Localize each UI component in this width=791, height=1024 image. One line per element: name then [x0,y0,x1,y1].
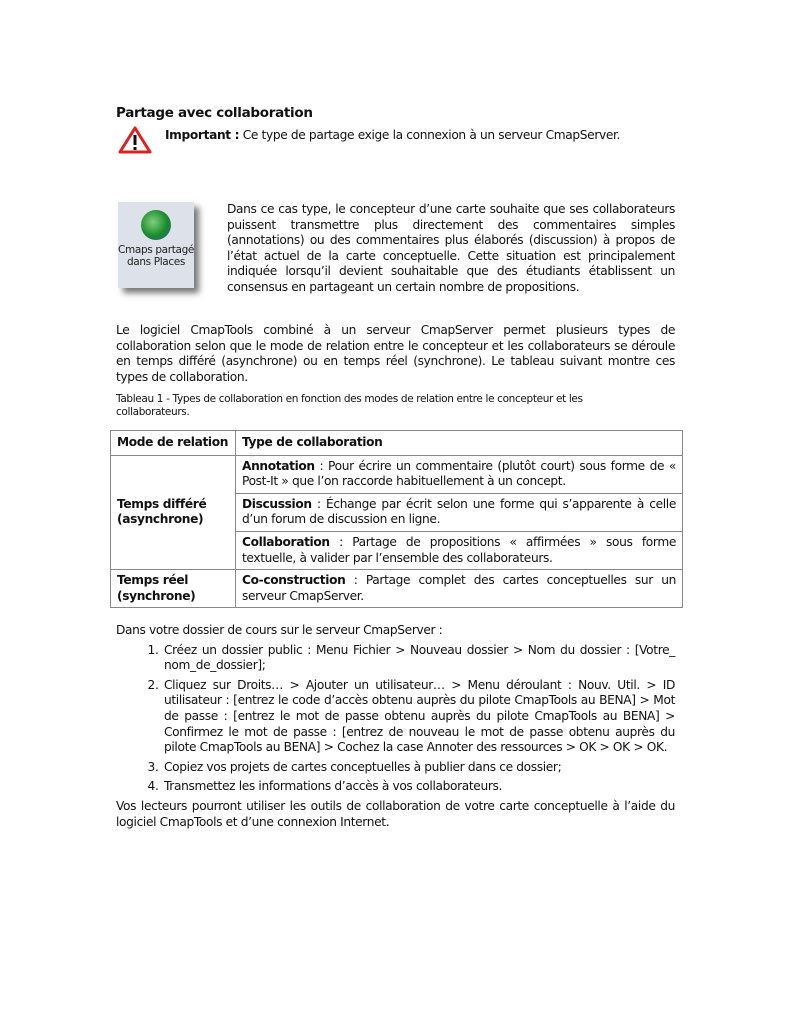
mode-cell: Temps différé (asynchrone) [111,455,236,570]
list-item: 1. Créez un dossier public : Menu Fichier > Nouveau dossier > Nom du dossier : [Votre_ nom_de_dossier]; [162,643,675,674]
table-header-row [111,431,683,456]
type-term: Discussion [242,496,312,511]
important-note [165,128,620,144]
column-header: Mode de relation [111,431,236,456]
steps-intro: Dans votre dossier de cours sur le serveur CmapServer : [116,623,443,637]
warning-icon [118,126,152,159]
type-cell [236,531,683,569]
collaboration-table [110,430,683,608]
column-header: Type de collaboration [236,431,683,456]
steps-section [116,623,675,830]
type-term: Annotation [242,458,315,473]
intro-paragraph: Dans ce cas type, le concepteur d’une carte souhaite que ses collaborateurs puissent transmettre plus directement des commentaires simples (annotations) ou des commentaires plus élaborés (discussion) à propos de l’état actuel de la carte conceptuelle. Cette situation est principalement indiquée lorsqu’il devient souhaitable que des étudiants établissent un consensus en partageant un certain nombre de propositions. [227,202,675,294]
important-label: Important : [165,128,240,142]
list-item: 2. Cliquez sur Droits… > Ajouter un utilisateur… > Menu déroulant : Nouv. Util. > ID utilisateur : [entrez le code d’accès obtenu auprès du pilote CmapTools au BENA] > Mot de passe : [entrez le mot de passe obtenu auprès du pilote CmapTools au BENA] > Confirmez le mot de passe : [entrez de nouveau le mot de passe obtenu auprès du pilote CmapTools au BENA] > Cochez la case Annoter des ressources > OK > OK > OK. [162,678,675,756]
steps-list [116,643,675,795]
image-caption: dans Places [126,256,186,268]
type-term: Co-construction [242,573,346,588]
type-text: : Partage complet des cartes conceptuelles sur un serveur CmapServer. [242,573,676,603]
table-row [111,455,683,493]
list-item: 4. Transmettez les informations d’accès à vos collaborateurs. [162,779,675,795]
globe-icon [141,210,171,240]
section-heading: Partage avec collaboration [116,105,313,121]
image-caption: Cmaps partagé [118,244,195,256]
list-item: 3. Copiez vos projets de cartes conceptuelles à publier dans ce dossier; [162,760,675,776]
type-text: : Pour écrire un commentaire (plutôt court) sous forme de « Post-It » que l’on raccorde habituellement à un concept. [242,458,676,489]
mode-cell: Temps réel (synchrone) [111,570,236,608]
type-cell [236,455,683,493]
type-cell [236,493,683,531]
table-caption: Tableau 1 - Types de collaboration en fonction des modes de relation entre le concepteur et les collaborateurs. [116,393,583,418]
type-term: Collaboration [242,534,330,549]
important-text: Ce type de partage exige la connexion à un serveur CmapServer. [239,128,621,142]
cmaps-shared-places-image [118,202,194,288]
table-row [111,570,683,608]
type-text: : Partage de propositions « affirmées » sous forme textuelle, à valider par l’ensemble des collaborateurs. [242,534,676,565]
type-text: : Échange par écrit selon une forme qui s’apparente à celle d’un forum de discussion en ligne. [242,496,676,527]
body-paragraph: Le logiciel CmapTools combiné à un serveur CmapServer permet plusieurs types de collaboration selon que le mode de relation entre le concepteur et les collaborateurs se déroule en temps différé (asynchrone) ou en temps réel (synchrone). Le tableau suivant montre ces types de collaboration. [116,323,675,384]
closing-paragraph: Vos lecteurs pourront utiliser les outils de collaboration de votre carte conceptuelle à l’aide du logiciel CmapTools et d’une connexion Internet. [116,798,675,829]
type-cell [236,570,683,608]
